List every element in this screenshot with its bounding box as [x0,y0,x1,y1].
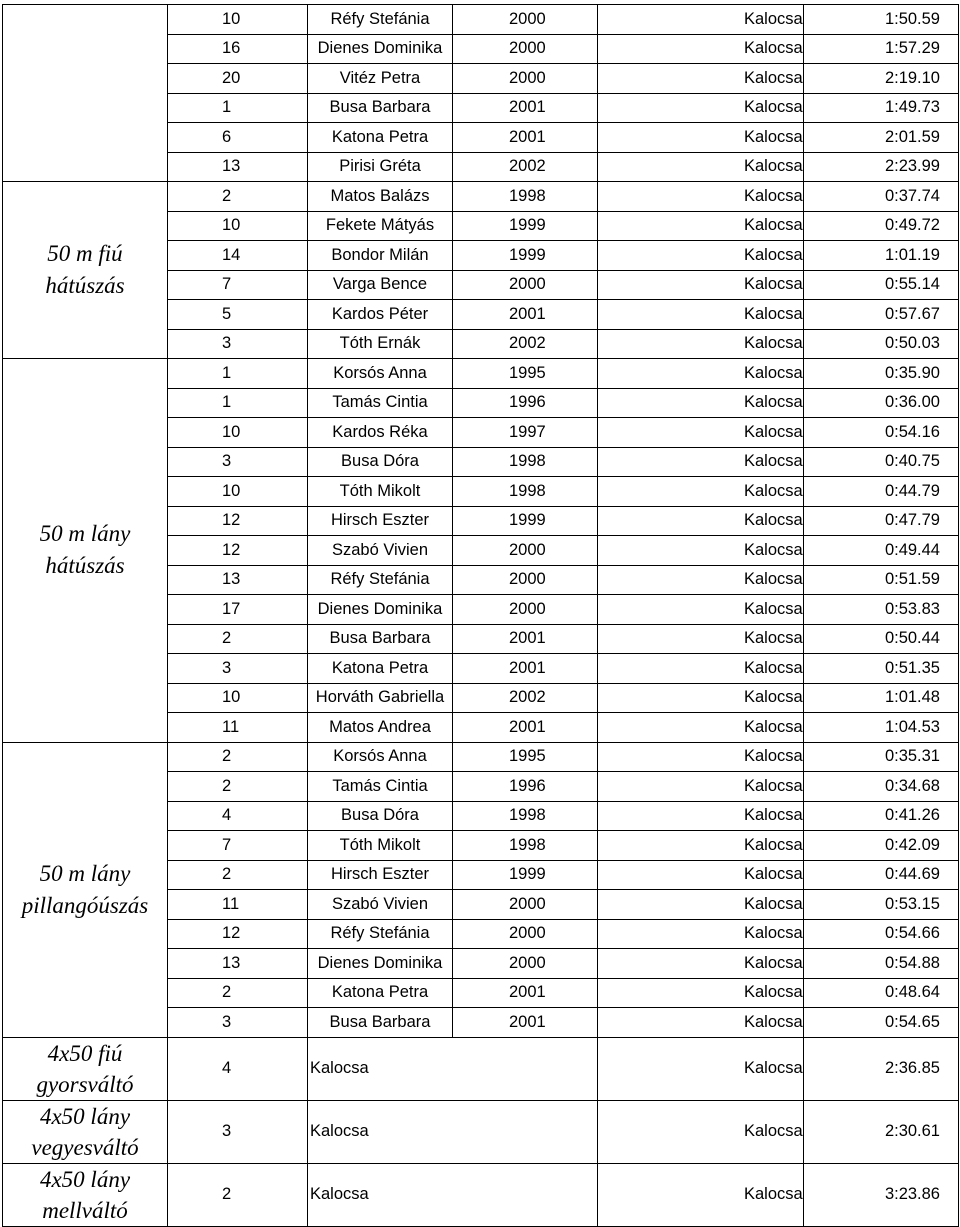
time-cell: 0:34.68 [804,772,959,802]
birth-year-cell: 1999 [453,506,598,536]
name-cell: Busa Barbara [308,1008,453,1038]
birth-year-cell: 2002 [453,683,598,713]
birth-year-cell: 2001 [453,654,598,684]
place-cell: 2 [168,978,308,1008]
birth-year-cell: 1998 [453,801,598,831]
name-cell: Hirsch Eszter [308,860,453,890]
time-cell: 0:35.31 [804,742,959,772]
birth-year-cell: 1998 [453,831,598,861]
time-cell: 2:23.99 [804,152,959,182]
event-category-line: gyorsváltó [36,1071,134,1097]
birth-year-cell: 1998 [453,182,598,212]
relay-row [3,1037,959,1100]
result-row [3,5,959,35]
place-cell: 6 [168,123,308,153]
name-cell: Varga Bence [308,270,453,300]
time-cell: 0:40.75 [804,447,959,477]
birth-year-cell: 1999 [453,211,598,241]
birth-year-cell: 2000 [453,595,598,625]
club-cell: Kalocsa [598,182,804,212]
event-category-line: vegyesváltó [31,1134,139,1160]
birth-year-cell: 1997 [453,418,598,448]
birth-year-cell: 1995 [453,359,598,389]
time-cell: 0:44.69 [804,860,959,890]
relay-row [3,1163,959,1226]
birth-year-cell: 2001 [453,123,598,153]
name-cell: Szabó Vivien [308,890,453,920]
name-cell: Szabó Vivien [308,536,453,566]
name-cell: Tóth Ernák [308,329,453,359]
place-cell: 2 [168,860,308,890]
event-category [3,1037,168,1100]
place-cell: 3 [168,1100,308,1163]
birth-year-cell: 1996 [453,388,598,418]
place-cell: 10 [168,5,308,35]
name-cell: Busa Dóra [308,801,453,831]
time-cell: 1:01.19 [804,241,959,271]
place-cell: 1 [168,93,308,123]
time-cell: 1:01.48 [804,683,959,713]
place-cell: 5 [168,300,308,330]
time-cell: 0:48.64 [804,978,959,1008]
time-cell: 2:01.59 [804,123,959,153]
birth-year-cell: 2002 [453,329,598,359]
birth-year-cell: 2001 [453,978,598,1008]
place-cell: 20 [168,64,308,94]
birth-year-cell: 1996 [453,772,598,802]
birth-year-cell: 2000 [453,919,598,949]
birth-year-cell: 2000 [453,565,598,595]
event-category-line: hátúszás [45,273,125,298]
club-cell: Kalocsa [598,447,804,477]
birth-year-cell: 2001 [453,713,598,743]
club-cell: Kalocsa [598,831,804,861]
place-cell: 10 [168,477,308,507]
event-category-line: 50 m fiú [47,241,123,266]
time-cell: 2:30.61 [804,1100,959,1163]
name-cell: Hirsch Eszter [308,506,453,536]
club-cell: Kalocsa [598,388,804,418]
event-category-line: 4x50 fiú [47,1040,123,1066]
name-cell: Dienes Dominika [308,34,453,64]
club-cell: Kalocsa [598,300,804,330]
place-cell: 13 [168,152,308,182]
time-cell: 1:57.29 [804,34,959,64]
birth-year-cell: 2000 [453,536,598,566]
place-cell: 2 [168,624,308,654]
club-cell: Kalocsa [598,595,804,625]
time-cell: 2:19.10 [804,64,959,94]
event-category [3,1163,168,1226]
place-cell: 2 [168,1163,308,1226]
name-cell: Korsós Anna [308,742,453,772]
club-cell: Kalocsa [598,64,804,94]
club-cell: Kalocsa [598,418,804,448]
name-cell: Pirisi Gréta [308,152,453,182]
name-cell: Busa Barbara [308,93,453,123]
birth-year-cell: 2000 [453,34,598,64]
time-cell: 0:51.59 [804,565,959,595]
team-cell: Kalocsa [308,1163,598,1226]
club-cell: Kalocsa [598,1037,804,1100]
club-cell: Kalocsa [598,359,804,389]
name-cell: Horváth Gabriella [308,683,453,713]
relay-row [3,1100,959,1163]
club-cell: Kalocsa [598,211,804,241]
place-cell: 16 [168,34,308,64]
time-cell: 2:36.85 [804,1037,959,1100]
club-cell: Kalocsa [598,978,804,1008]
name-cell: Réfy Stefánia [308,919,453,949]
name-cell: Dienes Dominika [308,595,453,625]
time-cell: 3:23.86 [804,1163,959,1226]
club-cell: Kalocsa [598,477,804,507]
birth-year-cell: 2001 [453,1008,598,1038]
birth-year-cell: 1998 [453,477,598,507]
place-cell: 3 [168,329,308,359]
name-cell: Tamás Cintia [308,772,453,802]
time-cell: 0:50.44 [804,624,959,654]
time-cell: 0:49.72 [804,211,959,241]
time-cell: 0:35.90 [804,359,959,389]
name-cell: Réfy Stefánia [308,565,453,595]
name-cell: Korsós Anna [308,359,453,389]
event-category-line: hátúszás [45,553,125,579]
club-cell: Kalocsa [598,34,804,64]
time-cell: 0:51.35 [804,654,959,684]
results-table [2,4,959,1227]
club-cell: Kalocsa [598,949,804,979]
event-category-line: 50 m lány [39,521,131,547]
club-cell: Kalocsa [598,772,804,802]
birth-year-cell: 2000 [453,949,598,979]
time-cell: 0:41.26 [804,801,959,831]
club-cell: Kalocsa [598,241,804,271]
place-cell: 17 [168,595,308,625]
club-cell: Kalocsa [598,683,804,713]
place-cell: 10 [168,418,308,448]
club-cell: Kalocsa [598,506,804,536]
event-category-line: 4x50 lány [39,1103,131,1129]
place-cell: 10 [168,211,308,241]
name-cell: Bondor Milán [308,241,453,271]
birth-year-cell: 2002 [453,152,598,182]
name-cell: Busa Barbara [308,624,453,654]
club-cell: Kalocsa [598,93,804,123]
club-cell: Kalocsa [598,801,804,831]
event-category-line: 4x50 lány [39,1166,131,1192]
place-cell: 2 [168,772,308,802]
place-cell: 14 [168,241,308,271]
time-cell: 0:53.15 [804,890,959,920]
result-row [3,182,959,212]
time-cell: 0:53.83 [804,595,959,625]
birth-year-cell: 2001 [453,624,598,654]
event-category [3,182,168,359]
club-cell: Kalocsa [598,1008,804,1038]
club-cell: Kalocsa [598,919,804,949]
time-cell: 0:54.88 [804,949,959,979]
birth-year-cell: 1995 [453,742,598,772]
name-cell: Réfy Stefánia [308,5,453,35]
name-cell: Dienes Dominika [308,949,453,979]
result-row [3,359,959,389]
place-cell: 4 [168,801,308,831]
event-category [3,742,168,1037]
time-cell: 1:04.53 [804,713,959,743]
time-cell: 0:37.74 [804,182,959,212]
birth-year-cell: 2000 [453,5,598,35]
team-cell: Kalocsa [308,1037,598,1100]
name-cell: Vitéz Petra [308,64,453,94]
name-cell: Matos Balázs [308,182,453,212]
club-cell: Kalocsa [598,713,804,743]
club-cell: Kalocsa [598,152,804,182]
time-cell: 0:44.79 [804,477,959,507]
place-cell: 13 [168,949,308,979]
club-cell: Kalocsa [598,329,804,359]
place-cell: 11 [168,890,308,920]
birth-year-cell: 1999 [453,860,598,890]
birth-year-cell: 2000 [453,890,598,920]
event-category-line: pillangóúszás [21,892,149,918]
name-cell: Busa Dóra [308,447,453,477]
name-cell: Tóth Mikolt [308,831,453,861]
name-cell: Kardos Réka [308,418,453,448]
time-cell: 1:50.59 [804,5,959,35]
club-cell: Kalocsa [598,5,804,35]
club-cell: Kalocsa [598,1163,804,1226]
place-cell: 12 [168,506,308,536]
place-cell: 12 [168,536,308,566]
time-cell: 0:47.79 [804,506,959,536]
event-category-line: mellváltó [42,1197,128,1223]
name-cell: Fekete Mátyás [308,211,453,241]
club-cell: Kalocsa [598,123,804,153]
club-cell: Kalocsa [598,536,804,566]
place-cell: 4 [168,1037,308,1100]
birth-year-cell: 2001 [453,93,598,123]
place-cell: 3 [168,447,308,477]
event-category [3,5,168,182]
club-cell: Kalocsa [598,654,804,684]
name-cell: Kardos Péter [308,300,453,330]
time-cell: 0:54.65 [804,1008,959,1038]
birth-year-cell: 1999 [453,241,598,271]
result-row [3,742,959,772]
birth-year-cell: 2001 [453,300,598,330]
time-cell: 0:54.16 [804,418,959,448]
name-cell: Katona Petra [308,654,453,684]
place-cell: 7 [168,270,308,300]
team-cell: Kalocsa [308,1100,598,1163]
name-cell: Katona Petra [308,123,453,153]
name-cell: Tóth Mikolt [308,477,453,507]
place-cell: 10 [168,683,308,713]
place-cell: 12 [168,919,308,949]
club-cell: Kalocsa [598,565,804,595]
time-cell: 0:50.03 [804,329,959,359]
birth-year-cell: 2000 [453,64,598,94]
place-cell: 3 [168,654,308,684]
place-cell: 3 [168,1008,308,1038]
club-cell: Kalocsa [598,1100,804,1163]
time-cell: 0:49.44 [804,536,959,566]
event-category [3,359,168,743]
time-cell: 0:57.67 [804,300,959,330]
club-cell: Kalocsa [598,890,804,920]
time-cell: 0:42.09 [804,831,959,861]
club-cell: Kalocsa [598,624,804,654]
time-cell: 0:54.66 [804,919,959,949]
time-cell: 0:55.14 [804,270,959,300]
event-category-line: 50 m lány [39,860,131,886]
place-cell: 11 [168,713,308,743]
time-cell: 1:49.73 [804,93,959,123]
event-category [3,1100,168,1163]
club-cell: Kalocsa [598,742,804,772]
birth-year-cell: 2000 [453,270,598,300]
place-cell: 1 [168,388,308,418]
place-cell: 1 [168,359,308,389]
place-cell: 13 [168,565,308,595]
place-cell: 7 [168,831,308,861]
place-cell: 2 [168,742,308,772]
name-cell: Tamás Cintia [308,388,453,418]
club-cell: Kalocsa [598,860,804,890]
club-cell: Kalocsa [598,270,804,300]
name-cell: Katona Petra [308,978,453,1008]
place-cell: 2 [168,182,308,212]
time-cell: 0:36.00 [804,388,959,418]
name-cell: Matos Andrea [308,713,453,743]
birth-year-cell: 1998 [453,447,598,477]
